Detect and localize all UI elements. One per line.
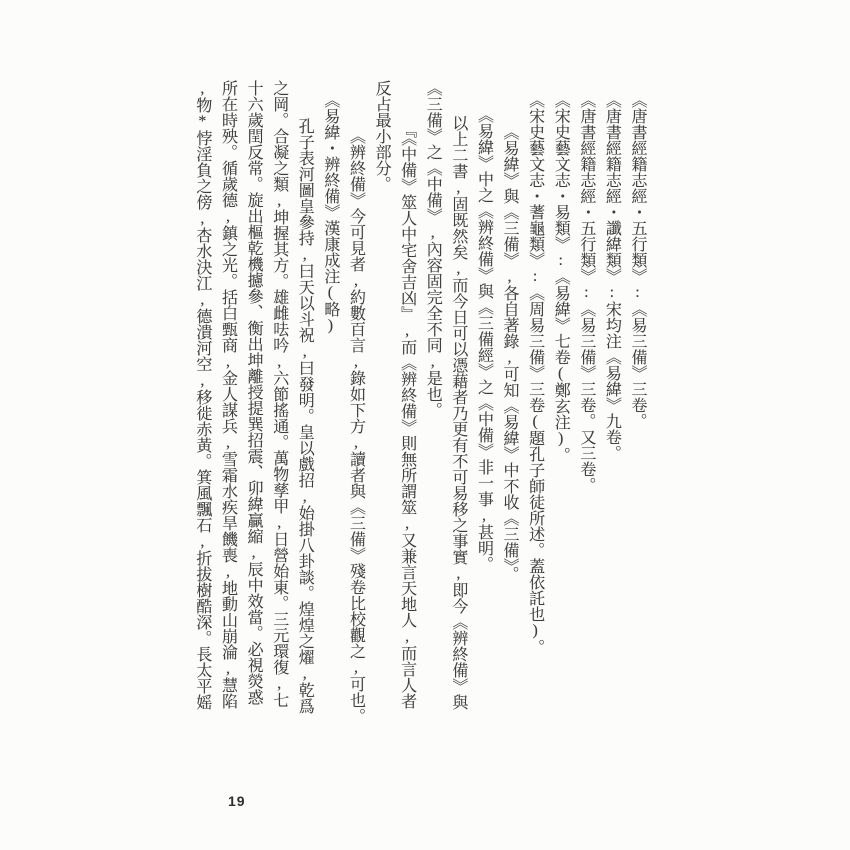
citation-column-tangshu-wuxing-1: 《唐書經籍志經・五行類》:《易三備》三卷。 (629, 92, 646, 429)
citation-column-tangshu-wuxing-2: 《唐書經籍志經・五行類》:《易三備》三卷。又三卷。 (577, 92, 595, 493)
quoted-work-title-column: 《易緯・辨終備》漢康成注(略) (321, 92, 339, 334)
commentary-column-5: 《辨終備》今可見者,約數百言,錄如下方,讀者與《三備》殘卷比校觀之,可也。 (347, 128, 365, 724)
commentary-column-1: 《易緯》與《三備》,各自著錄,可知《易緯》中不收《三備》。 (501, 124, 519, 582)
quoted-text-column-2: 之岡。合凝之類,坤握其方。雄雌呿吟,六節搖通。萬物孳甲,日營始東。三元環復,七 (270, 80, 288, 708)
commentary-column-3: 以上二書,固既然矣,而今日可以憑藉者乃更有不可易移之事實,即今《辨終備》與 (449, 115, 467, 710)
commentary-column-4-continuation: 反占最小部分。 (373, 80, 391, 192)
quoted-text-column-3: 十六歲閏反常。旋出樞乾機攄參、衡出坤離授提巽招震、卯緯贏縮,辰中效當。必視熒惑 (245, 80, 263, 705)
citation-column-songshi-yilei: 《宋史藝文志・易類》:《易緯》七卷(鄭玄注)。 (552, 92, 570, 463)
commentary-column-4: 『《中備》筮人中宅舍吉凶』,而《辨終備》則無所謂筮,又兼言天地人,而言人者 (398, 122, 416, 709)
vertical-text-block (188, 80, 650, 742)
citation-column-songshi-shigui: 《宋史藝文志・蓍龜類》:《周易三備》三卷(題孔子師徒所述。蓋依託也)。 (526, 92, 544, 655)
commentary-column-2: 《易緯》中之《辨終備》與《三備經》之《中備》非一事,甚明。 (475, 107, 493, 572)
quoted-text-column-1: 孔子表河圖皇參持,曰天以斗祝,曰發明。皇以戲招,始掛八卦談。煌煌之燿,乾爲 (296, 118, 314, 714)
quoted-text-column-4: 所在時殃。循歲德,鎮之光。括白甄商,金人謀兵,雪霜水疾旱饑喪,地動山崩淪,慧陷 (219, 80, 237, 709)
citation-column-tangshu-chenwei: 《唐書經籍志經・讖緯類》:宋均注《易緯》九卷。 (603, 92, 621, 461)
commentary-column-3-continuation: 《三備》之《中備》,內容固完全不同,是也。 (424, 80, 442, 418)
quoted-text-column-5: ,物*悖淫負之傍,杏水決江,德潰河空,移徙赤黃。箕風飄石,折拔樹酷深。長太平媱 (193, 80, 211, 710)
page-number: 19 (228, 793, 246, 809)
